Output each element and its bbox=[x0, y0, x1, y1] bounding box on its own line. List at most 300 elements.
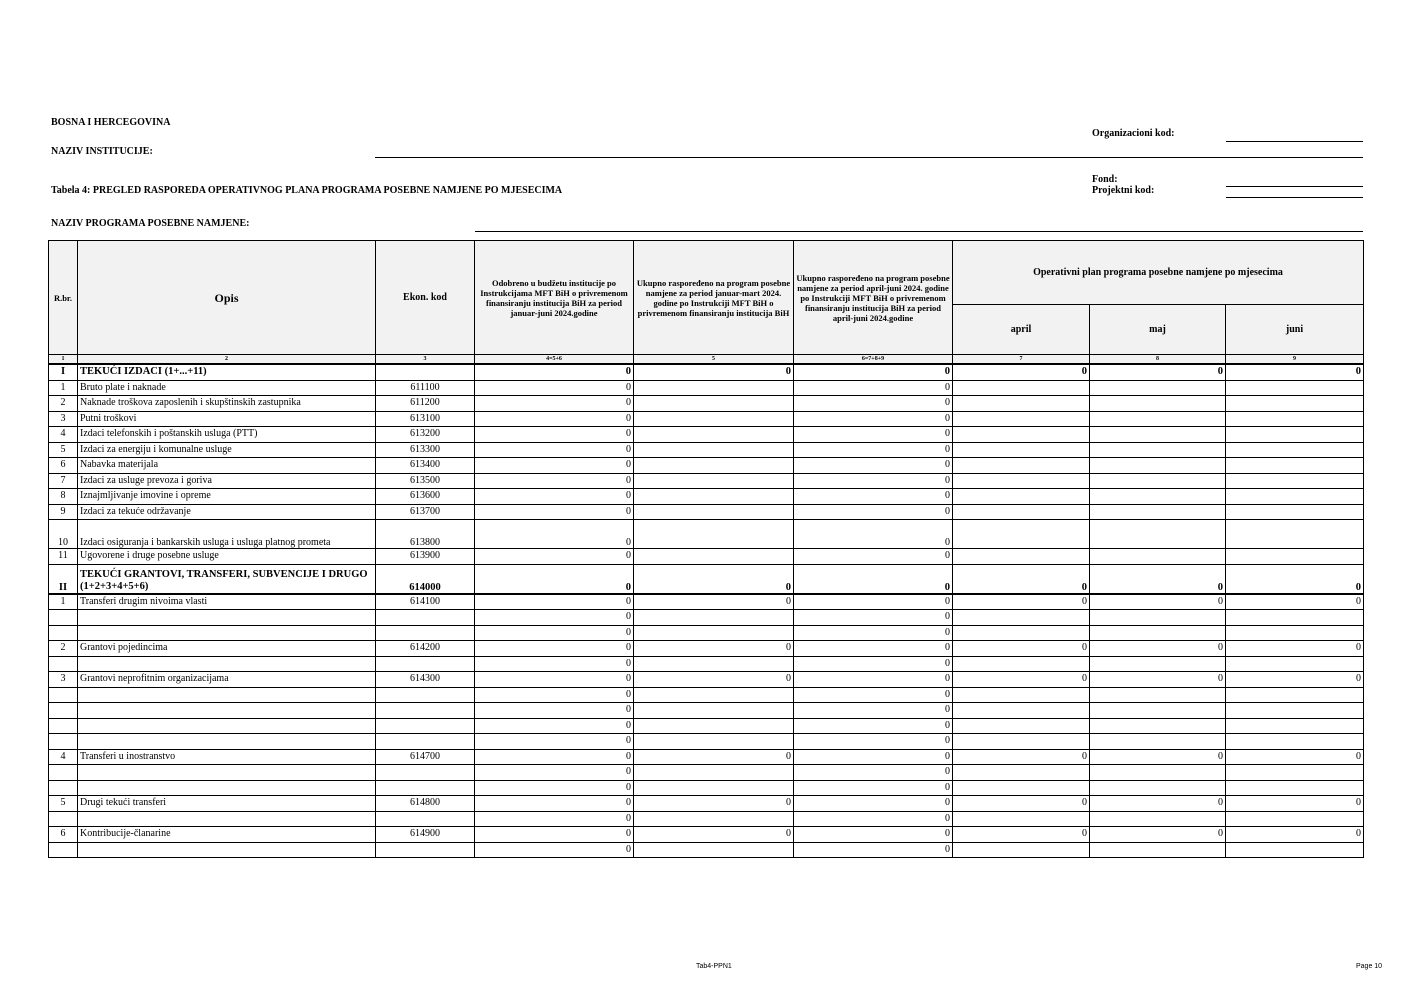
column-number-row bbox=[49, 355, 1364, 365]
cell-approved: 0 bbox=[475, 765, 634, 781]
cell-ekon-kod: 611200 bbox=[376, 396, 475, 412]
cell-maj bbox=[1090, 427, 1226, 443]
cell-april bbox=[953, 442, 1090, 458]
cell-ekon-kod: 613400 bbox=[376, 458, 475, 474]
cell-ekon-kod: 613200 bbox=[376, 427, 475, 443]
cell-ekon-kod: 613300 bbox=[376, 442, 475, 458]
cell-approved: 0 bbox=[475, 380, 634, 396]
cell-jan-mar bbox=[634, 380, 794, 396]
cell-ekon-kod bbox=[376, 734, 475, 750]
cell-juni bbox=[1226, 625, 1364, 641]
cell-opis: Iznajmljivanje imovine i opreme bbox=[78, 489, 376, 505]
cell-juni bbox=[1226, 734, 1364, 750]
cell-ekon-kod: 614100 bbox=[376, 594, 475, 610]
cell-approved: 0 bbox=[475, 718, 634, 734]
cell-jan-mar: 0 bbox=[634, 364, 794, 380]
cell-approved: 0 bbox=[475, 625, 634, 641]
cell-april bbox=[953, 625, 1090, 641]
table-row bbox=[49, 473, 1364, 489]
cell-april bbox=[953, 549, 1090, 565]
cell-april: 0 bbox=[953, 364, 1090, 380]
cell-april bbox=[953, 842, 1090, 858]
cell-opis bbox=[78, 765, 376, 781]
cell-opis: Izdaci za usluge prevoza i goriva bbox=[78, 473, 376, 489]
col-number: 9 bbox=[1226, 355, 1364, 365]
cell-approved: 0 bbox=[475, 520, 634, 549]
cell-juni bbox=[1226, 656, 1364, 672]
table-row bbox=[49, 641, 1364, 657]
cell-apr-jun: 0 bbox=[794, 827, 953, 843]
col-monthly-plan: Operativni plan programa posebne namjene po mjesecima bbox=[953, 241, 1364, 305]
cell-apr-jun: 0 bbox=[794, 458, 953, 474]
cell-maj bbox=[1090, 520, 1226, 549]
cell-rbr: 9 bbox=[49, 504, 78, 520]
cell-april bbox=[953, 687, 1090, 703]
cell-rbr bbox=[49, 842, 78, 858]
cell-april: 0 bbox=[953, 641, 1090, 657]
cell-rbr: 5 bbox=[49, 796, 78, 812]
cell-maj: 0 bbox=[1090, 594, 1226, 610]
cell-approved: 0 bbox=[475, 427, 634, 443]
cell-maj bbox=[1090, 734, 1226, 750]
cell-opis: TEKUĆI IZDACI (1+...+11) bbox=[78, 364, 376, 380]
cell-april bbox=[953, 718, 1090, 734]
cell-maj bbox=[1090, 504, 1226, 520]
cell-approved: 0 bbox=[475, 703, 634, 719]
cell-apr-jun: 0 bbox=[794, 703, 953, 719]
cell-apr-jun: 0 bbox=[794, 364, 953, 380]
cell-apr-jun: 0 bbox=[794, 504, 953, 520]
cell-ekon-kod: 613100 bbox=[376, 411, 475, 427]
cell-jan-mar bbox=[634, 734, 794, 750]
cell-april bbox=[953, 734, 1090, 750]
cell-approved: 0 bbox=[475, 364, 634, 380]
cell-approved: 0 bbox=[475, 842, 634, 858]
col-number: 7 bbox=[953, 355, 1090, 365]
cell-rbr: 10 bbox=[49, 520, 78, 549]
cell-rbr: 3 bbox=[49, 411, 78, 427]
cell-jan-mar: 0 bbox=[634, 749, 794, 765]
cell-rbr bbox=[49, 780, 78, 796]
table-row bbox=[49, 687, 1364, 703]
cell-jan-mar bbox=[634, 842, 794, 858]
institution-label: NAZIV INSTITUCIJE: bbox=[51, 146, 153, 157]
cell-maj bbox=[1090, 458, 1226, 474]
cell-ekon-kod bbox=[376, 625, 475, 641]
cell-rbr bbox=[49, 687, 78, 703]
cell-juni bbox=[1226, 842, 1364, 858]
cell-maj: 0 bbox=[1090, 749, 1226, 765]
cell-opis bbox=[78, 734, 376, 750]
cell-april: 0 bbox=[953, 796, 1090, 812]
cell-jan-mar: 0 bbox=[634, 827, 794, 843]
cell-april: 0 bbox=[953, 564, 1090, 594]
cell-april bbox=[953, 610, 1090, 626]
col-maj: maj bbox=[1090, 305, 1226, 355]
cell-approved: 0 bbox=[475, 411, 634, 427]
cell-rbr: 6 bbox=[49, 827, 78, 843]
col-number: 5 bbox=[634, 355, 794, 365]
cell-opis bbox=[78, 656, 376, 672]
cell-apr-jun: 0 bbox=[794, 765, 953, 781]
cell-juni: 0 bbox=[1226, 827, 1364, 843]
col-number: 2 bbox=[78, 355, 376, 365]
cell-rbr bbox=[49, 718, 78, 734]
cell-maj bbox=[1090, 780, 1226, 796]
cell-ekon-kod bbox=[376, 780, 475, 796]
cell-rbr: II bbox=[49, 564, 78, 594]
cell-approved: 0 bbox=[475, 656, 634, 672]
cell-apr-jun: 0 bbox=[794, 427, 953, 443]
cell-rbr bbox=[49, 765, 78, 781]
cell-maj bbox=[1090, 703, 1226, 719]
cell-juni bbox=[1226, 520, 1364, 549]
cell-jan-mar bbox=[634, 718, 794, 734]
cell-apr-jun: 0 bbox=[794, 564, 953, 594]
cell-approved: 0 bbox=[475, 504, 634, 520]
cell-opis: Grantovi neprofitnim organizacijama bbox=[78, 672, 376, 688]
cell-jan-mar bbox=[634, 396, 794, 412]
cell-approved: 0 bbox=[475, 641, 634, 657]
cell-juni: 0 bbox=[1226, 594, 1364, 610]
cell-apr-jun: 0 bbox=[794, 625, 953, 641]
cell-rbr bbox=[49, 811, 78, 827]
cell-maj bbox=[1090, 489, 1226, 505]
cell-opis: Drugi tekući transferi bbox=[78, 796, 376, 812]
cell-opis: Transferi u inostranstvo bbox=[78, 749, 376, 765]
cell-opis bbox=[78, 718, 376, 734]
cell-maj bbox=[1090, 765, 1226, 781]
cell-approved: 0 bbox=[475, 827, 634, 843]
cell-april: 0 bbox=[953, 672, 1090, 688]
cell-jan-mar bbox=[634, 625, 794, 641]
table-row bbox=[49, 364, 1364, 380]
table-row bbox=[49, 504, 1364, 520]
table-row bbox=[49, 520, 1364, 549]
cell-jan-mar bbox=[634, 473, 794, 489]
cell-juni bbox=[1226, 380, 1364, 396]
cell-april: 0 bbox=[953, 594, 1090, 610]
cell-juni bbox=[1226, 780, 1364, 796]
cell-jan-mar bbox=[634, 427, 794, 443]
col-april: april bbox=[953, 305, 1090, 355]
col-number: 1 bbox=[49, 355, 78, 365]
cell-opis: Grantovi pojedincima bbox=[78, 641, 376, 657]
cell-rbr: 1 bbox=[49, 594, 78, 610]
cell-opis bbox=[78, 780, 376, 796]
cell-april bbox=[953, 656, 1090, 672]
cell-april bbox=[953, 411, 1090, 427]
cell-juni bbox=[1226, 427, 1364, 443]
cell-juni: 0 bbox=[1226, 672, 1364, 688]
col-number: 3 bbox=[376, 355, 475, 365]
table-row bbox=[49, 734, 1364, 750]
cell-approved: 0 bbox=[475, 489, 634, 505]
cell-approved: 0 bbox=[475, 780, 634, 796]
cell-rbr: 4 bbox=[49, 427, 78, 443]
cell-jan-mar bbox=[634, 458, 794, 474]
table-row bbox=[49, 458, 1364, 474]
cell-approved: 0 bbox=[475, 458, 634, 474]
cell-opis: Naknade troškova zaposlenih i skupštinskih zastupnika bbox=[78, 396, 376, 412]
cell-opis bbox=[78, 811, 376, 827]
cell-juni bbox=[1226, 504, 1364, 520]
cell-juni bbox=[1226, 718, 1364, 734]
cell-apr-jun: 0 bbox=[794, 734, 953, 750]
cell-maj: 0 bbox=[1090, 827, 1226, 843]
cell-rbr: 6 bbox=[49, 458, 78, 474]
cell-rbr: 7 bbox=[49, 473, 78, 489]
cell-jan-mar: 0 bbox=[634, 641, 794, 657]
table-row bbox=[49, 380, 1364, 396]
cell-jan-mar: 0 bbox=[634, 564, 794, 594]
fund-label: Fond: bbox=[1092, 174, 1118, 185]
cell-jan-mar bbox=[634, 489, 794, 505]
project-code-field[interactable] bbox=[1226, 197, 1363, 198]
table-row bbox=[49, 656, 1364, 672]
cell-rbr: 1 bbox=[49, 380, 78, 396]
col-rbr: R.br. bbox=[49, 241, 78, 355]
fund-field[interactable] bbox=[1226, 186, 1363, 187]
table-row bbox=[49, 811, 1364, 827]
cell-ekon-kod: 614300 bbox=[376, 672, 475, 688]
cell-maj bbox=[1090, 656, 1226, 672]
cell-april: 0 bbox=[953, 827, 1090, 843]
cell-apr-jun: 0 bbox=[794, 749, 953, 765]
cell-maj bbox=[1090, 610, 1226, 626]
cell-ekon-kod bbox=[376, 718, 475, 734]
operative-plan-table bbox=[48, 240, 1364, 858]
table-row bbox=[49, 564, 1364, 594]
cell-juni bbox=[1226, 703, 1364, 719]
cell-ekon-kod: 611100 bbox=[376, 380, 475, 396]
cell-maj: 0 bbox=[1090, 564, 1226, 594]
cell-april bbox=[953, 765, 1090, 781]
cell-opis: Ugovorene i druge posebne usluge bbox=[78, 549, 376, 565]
cell-approved: 0 bbox=[475, 473, 634, 489]
cell-apr-jun: 0 bbox=[794, 672, 953, 688]
cell-ekon-kod: 613900 bbox=[376, 549, 475, 565]
cell-apr-jun: 0 bbox=[794, 687, 953, 703]
cell-april bbox=[953, 811, 1090, 827]
cell-opis: Nabavka materijala bbox=[78, 458, 376, 474]
table-title: Tabela 4: PREGLED RASPOREDA OPERATIVNOG PLANA PROGRAMA POSEBNE NAMJENE PO MJESECIMA bbox=[51, 185, 563, 196]
table-row bbox=[49, 427, 1364, 443]
cell-jan-mar bbox=[634, 765, 794, 781]
cell-jan-mar bbox=[634, 442, 794, 458]
cell-maj: 0 bbox=[1090, 796, 1226, 812]
table-row bbox=[49, 489, 1364, 505]
cell-apr-jun: 0 bbox=[794, 442, 953, 458]
cell-rbr: 2 bbox=[49, 641, 78, 657]
cell-juni bbox=[1226, 442, 1364, 458]
cell-apr-jun: 0 bbox=[794, 594, 953, 610]
cell-opis: Izdaci za energiju i komunalne usluge bbox=[78, 442, 376, 458]
cell-maj: 0 bbox=[1090, 672, 1226, 688]
cell-approved: 0 bbox=[475, 594, 634, 610]
cell-ekon-kod: 614800 bbox=[376, 796, 475, 812]
cell-jan-mar: 0 bbox=[634, 796, 794, 812]
cell-ekon-kod: 613500 bbox=[376, 473, 475, 489]
col-ekon: Ekon. kod bbox=[376, 241, 475, 355]
cell-jan-mar bbox=[634, 780, 794, 796]
cell-rbr: 8 bbox=[49, 489, 78, 505]
cell-approved: 0 bbox=[475, 687, 634, 703]
cell-opis: Kontribucije-članarine bbox=[78, 827, 376, 843]
cell-opis: Putni troškovi bbox=[78, 411, 376, 427]
cell-maj: 0 bbox=[1090, 641, 1226, 657]
table-row bbox=[49, 703, 1364, 719]
table-row bbox=[49, 765, 1364, 781]
cell-maj bbox=[1090, 473, 1226, 489]
cell-opis: Izdaci osiguranja i bankarskih usluga i usluga platnog prometa bbox=[78, 520, 376, 549]
cell-jan-mar bbox=[634, 549, 794, 565]
cell-jan-mar: 0 bbox=[634, 594, 794, 610]
col-number: 6=7+8+9 bbox=[794, 355, 953, 365]
cell-juni bbox=[1226, 458, 1364, 474]
cell-ekon-kod: 614200 bbox=[376, 641, 475, 657]
cell-maj: 0 bbox=[1090, 364, 1226, 380]
cell-jan-mar bbox=[634, 703, 794, 719]
table-row bbox=[49, 625, 1364, 641]
cell-rbr: 2 bbox=[49, 396, 78, 412]
cell-juni: 0 bbox=[1226, 364, 1364, 380]
cell-apr-jun: 0 bbox=[794, 718, 953, 734]
cell-jan-mar bbox=[634, 610, 794, 626]
table-row bbox=[49, 749, 1364, 765]
cell-opis: Izdaci telefonskih i poštanskih usluga (PTT) bbox=[78, 427, 376, 443]
cell-apr-jun: 0 bbox=[794, 473, 953, 489]
cell-juni bbox=[1226, 549, 1364, 565]
cell-approved: 0 bbox=[475, 549, 634, 565]
cell-rbr: 3 bbox=[49, 672, 78, 688]
cell-juni bbox=[1226, 396, 1364, 412]
cell-ekon-kod bbox=[376, 687, 475, 703]
cell-april bbox=[953, 427, 1090, 443]
cell-apr-jun: 0 bbox=[794, 411, 953, 427]
cell-apr-jun: 0 bbox=[794, 796, 953, 812]
col-number: 4=5+6 bbox=[475, 355, 634, 365]
cell-juni: 0 bbox=[1226, 641, 1364, 657]
cell-april bbox=[953, 780, 1090, 796]
table-row bbox=[49, 718, 1364, 734]
cell-juni bbox=[1226, 411, 1364, 427]
cell-juni: 0 bbox=[1226, 564, 1364, 594]
cell-apr-jun: 0 bbox=[794, 489, 953, 505]
col-apr-jun: Ukupno raspoređeno na program posebne namjene za period april-juni 2024. godine po Instrukciji MFT BiH o privremenom finansiranju institucija BiH za period april-juni 2024.godine bbox=[794, 241, 953, 355]
col-juni: juni bbox=[1226, 305, 1364, 355]
country-name: BOSNA I HERCEGOVINA bbox=[51, 117, 171, 128]
cell-maj bbox=[1090, 442, 1226, 458]
cell-maj bbox=[1090, 811, 1226, 827]
cell-ekon-kod: 614900 bbox=[376, 827, 475, 843]
cell-maj bbox=[1090, 625, 1226, 641]
table-row bbox=[49, 396, 1364, 412]
cell-ekon-kod: 614700 bbox=[376, 749, 475, 765]
cell-ekon-kod: 613600 bbox=[376, 489, 475, 505]
cell-maj bbox=[1090, 411, 1226, 427]
cell-juni bbox=[1226, 489, 1364, 505]
table-row bbox=[49, 610, 1364, 626]
cell-ekon-kod bbox=[376, 364, 475, 380]
cell-ekon-kod bbox=[376, 765, 475, 781]
cell-rbr bbox=[49, 734, 78, 750]
program-field[interactable] bbox=[475, 231, 1363, 232]
cell-ekon-kod bbox=[376, 811, 475, 827]
col-number: 8 bbox=[1090, 355, 1226, 365]
cell-juni bbox=[1226, 473, 1364, 489]
cell-approved: 0 bbox=[475, 749, 634, 765]
cell-april bbox=[953, 703, 1090, 719]
cell-apr-jun: 0 bbox=[794, 610, 953, 626]
cell-rbr bbox=[49, 656, 78, 672]
table-row bbox=[49, 672, 1364, 688]
cell-opis: TEKUĆI GRANTOVI, TRANSFERI, SUBVENCIJE I DRUGO (1+2+3+4+5+6) bbox=[78, 564, 376, 594]
cell-maj bbox=[1090, 396, 1226, 412]
cell-april bbox=[953, 380, 1090, 396]
cell-approved: 0 bbox=[475, 796, 634, 812]
cell-apr-jun: 0 bbox=[794, 396, 953, 412]
cell-jan-mar bbox=[634, 687, 794, 703]
cell-ekon-kod bbox=[376, 610, 475, 626]
table-row bbox=[49, 442, 1364, 458]
cell-juni: 0 bbox=[1226, 796, 1364, 812]
table-row bbox=[49, 411, 1364, 427]
cell-april: 0 bbox=[953, 749, 1090, 765]
institution-field[interactable] bbox=[375, 157, 1363, 158]
cell-juni bbox=[1226, 687, 1364, 703]
cell-approved: 0 bbox=[475, 564, 634, 594]
org-code-field[interactable] bbox=[1226, 141, 1363, 142]
cell-apr-jun: 0 bbox=[794, 641, 953, 657]
col-jan-mar: Ukupno raspoređeno na program posebne namjene za period januar-mart 2024. godine po Instrukciji MFT BiH o privremenom finansiranju institucija BiH bbox=[634, 241, 794, 355]
cell-april bbox=[953, 520, 1090, 549]
cell-rbr: 11 bbox=[49, 549, 78, 565]
cell-jan-mar bbox=[634, 504, 794, 520]
table-row bbox=[49, 796, 1364, 812]
cell-apr-jun: 0 bbox=[794, 842, 953, 858]
cell-opis bbox=[78, 842, 376, 858]
cell-rbr bbox=[49, 625, 78, 641]
cell-maj bbox=[1090, 380, 1226, 396]
cell-opis bbox=[78, 625, 376, 641]
cell-apr-jun: 0 bbox=[794, 380, 953, 396]
cell-approved: 0 bbox=[475, 811, 634, 827]
cell-apr-jun: 0 bbox=[794, 656, 953, 672]
cell-apr-jun: 0 bbox=[794, 780, 953, 796]
cell-juni bbox=[1226, 765, 1364, 781]
col-approved: Odobreno u budžetu institucije po Instrukcijama MFT BiH o privremenom finansiranju institucija BiH za period januar-juni 2024.godine bbox=[475, 241, 634, 355]
cell-jan-mar: 0 bbox=[634, 672, 794, 688]
cell-ekon-kod bbox=[376, 842, 475, 858]
cell-apr-jun: 0 bbox=[794, 549, 953, 565]
sheet-name: Tab4-PPN1 bbox=[696, 963, 732, 970]
cell-apr-jun: 0 bbox=[794, 520, 953, 549]
table-row bbox=[49, 780, 1364, 796]
table-row bbox=[49, 842, 1364, 858]
cell-juni bbox=[1226, 610, 1364, 626]
org-code-label: Organizacioni kod: bbox=[1092, 128, 1175, 139]
cell-rbr bbox=[49, 610, 78, 626]
table-row bbox=[49, 594, 1364, 610]
cell-opis bbox=[78, 610, 376, 626]
cell-maj bbox=[1090, 842, 1226, 858]
cell-opis: Izdaci za tekuće održavanje bbox=[78, 504, 376, 520]
table-row bbox=[49, 827, 1364, 843]
program-label: NAZIV PROGRAMA POSEBNE NAMJENE: bbox=[51, 218, 250, 229]
cell-opis: Bruto plate i naknade bbox=[78, 380, 376, 396]
cell-maj bbox=[1090, 718, 1226, 734]
